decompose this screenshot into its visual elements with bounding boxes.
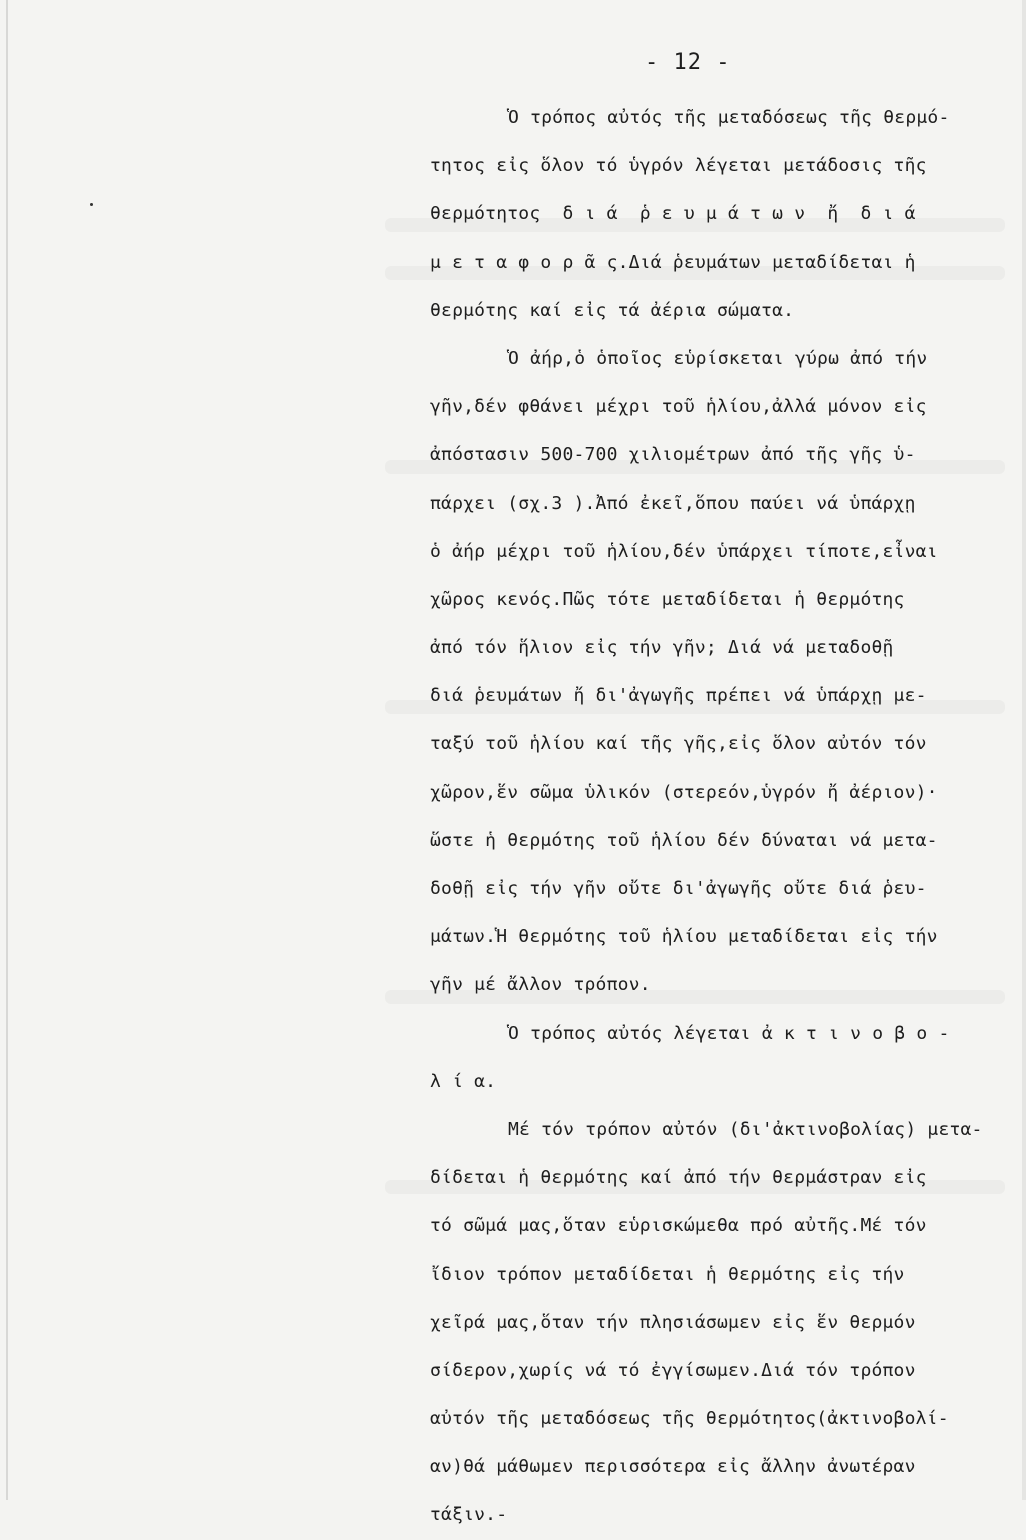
text-line: μάτων.Ἡ θερμότης τοῦ ἡλίου μεταδίδεται εἰς τήν: [430, 926, 938, 948]
text-line: δοθῇ εἰς τήν γῆν οὔτε δι'ἀγωγῆς οὔτε διά ῥευ-: [430, 878, 927, 899]
text-line: θερμότητος δ ι ά ῥ ε υ μ ά τ ω ν ἤ δ ι ά: [430, 203, 916, 225]
text-line: λ ί α.: [430, 1070, 497, 1092]
text-line: Μέ τόν τρόπον αὐτόν (δι'ἀκτινοβολίας) μετα-: [508, 1118, 983, 1140]
text-line: τάξιν.-: [430, 1504, 508, 1526]
page-number: - 12 -: [645, 50, 731, 75]
body-text: [430, 94, 1020, 1540]
text-line: γῆν,δέν φθάνει μέχρι τοῦ ἡλίου,ἀλλά μόνον εἰς: [430, 396, 927, 418]
text-line: χῶρον,ἕν σῶμα ὑλικόν (στερεόν,ὑγρόν ἤ ἀέριον)·: [430, 781, 938, 803]
page-right-edge: [1022, 0, 1026, 1500]
text-line: Ὁ ἀήρ,ὁ ὁποῖος εὑρίσκεται γύρω ἀπό τήν: [508, 347, 928, 369]
text-line: διά ῥευμάτων ἤ δι'ἀγωγῆς πρέπει νά ὑπάρχῃ με-: [430, 685, 927, 707]
text-line: Ὁ τρόπος αὐτός λέγεται ἀ κ τ ι ν ο β ο -: [508, 1022, 950, 1044]
text-line: αν)θά μάθωμεν περισσότερα εἰς ἄλλην ἀνωτέραν: [430, 1456, 916, 1478]
text-line: τητος εἰς ὅλον τό ὑγρόν λέγεται μετάδοσις τῆς: [430, 155, 927, 177]
text-line: δίδεται ἡ θερμότης καί ἀπό τήν θερμάστραν εἰς: [430, 1167, 927, 1189]
text-line: Ὁ τρόπος αὐτός τῆς μεταδόσεως τῆς θερμό-: [508, 107, 950, 128]
text-line: ἀπόστασιν 500-700 χιλιομέτρων ἀπό τῆς γῆς ὑ-: [430, 444, 916, 466]
text-line: ὥστε ἡ θερμότης τοῦ ἡλίου δέν δύναται νά μετα-: [430, 829, 938, 851]
text-line: ἴδιον τρόπον μεταδίδεται ἡ θερμότης εἰς τήν: [430, 1263, 905, 1285]
text-line: ταξύ τοῦ ἡλίου καί τῆς γῆς,εἰς ὅλον αὐτόν τόν: [430, 733, 927, 755]
page-left-edge: [6, 0, 8, 1500]
text-line: ἀπό τόν ἥλιον εἰς τήν γῆν; Διά νά μεταδοθῇ: [430, 637, 894, 659]
text-line: χεῖρά μας,ὅταν τήν πλησιάσωμεν εἰς ἕν θερμόν: [430, 1311, 916, 1333]
text-line: χῶρος κενός.Πῶς τότε μεταδίδεται ἡ θερμότης: [430, 588, 905, 610]
text-line: αὐτόν τῆς μεταδόσεως τῆς θερμότητος(ἀκτινοβολί-: [430, 1408, 949, 1430]
text-line: πάρχει (σχ.3 ).Ἀπό ἐκεῖ,ὅπου παύει νά ὑπάρχῃ: [430, 492, 916, 514]
text-line: γῆν μέ ἄλλον τρόπον.: [430, 974, 651, 996]
stray-mark: [90, 203, 93, 206]
text-line: σίδερον,χωρίς νά τό ἐγγίσωμεν.Διά τόν τρόπον: [430, 1359, 916, 1381]
text-line: ὁ ἀήρ μέχρι τοῦ ἡλίου,δέν ὑπάρχει τίποτε,εἶναι: [430, 540, 938, 562]
text-line: θερμότης καί εἰς τά ἀέρια σώματα.: [430, 299, 795, 321]
text-line: μ ε τ α φ ο ρ ᾶ ς.Διά ῥευμάτων μεταδίδεται ἡ: [430, 251, 916, 273]
text-line: τό σῶμά μας,ὅταν εὑρισκώμεθα πρό αὐτῆς.Μέ τόν: [430, 1215, 927, 1237]
